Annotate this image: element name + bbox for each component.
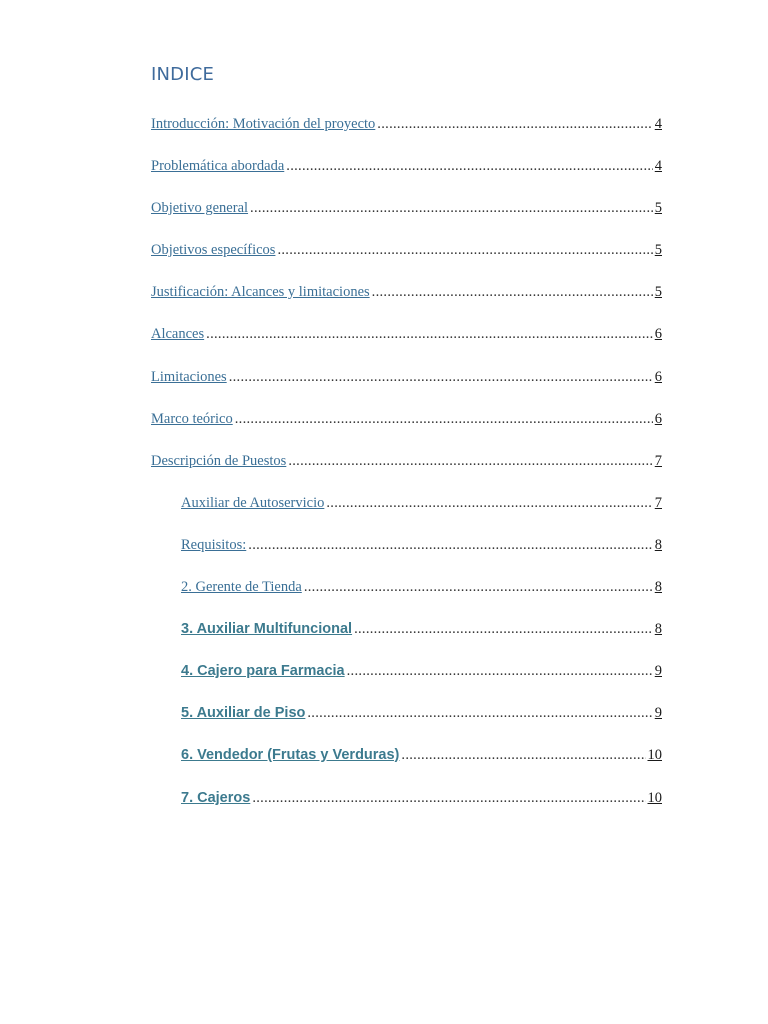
toc-entry-title: Descripción de Puestos — [151, 453, 287, 469]
toc-entry-title: 7. Cajeros — [181, 790, 251, 806]
toc-page-number: 6 — [654, 411, 662, 427]
toc-dot-leader — [250, 200, 653, 217]
toc-entry-title: Auxiliar de Autoservicio — [181, 495, 325, 511]
toc-entry-title: 5. Auxiliar de Piso — [181, 705, 306, 721]
toc-dot-leader — [252, 790, 645, 807]
toc-entry-title: Objetivo general — [151, 200, 249, 216]
toc-page-number: 4 — [654, 158, 662, 174]
toc-entry-auxiliar-piso[interactable] — [181, 705, 662, 722]
toc-page-number: 6 — [654, 326, 662, 342]
toc-page-number: 10 — [647, 790, 662, 806]
toc-entry-title: 4. Cajero para Farmacia — [181, 663, 345, 679]
toc-page-number: 6 — [654, 369, 662, 385]
toc-dot-leader — [307, 705, 652, 722]
toc-entry-title: 2. Gerente de Tienda — [181, 579, 302, 595]
toc-entry-introduccion[interactable] — [151, 116, 662, 133]
toc-page-number: 5 — [654, 284, 662, 300]
toc-entry-gerente-tienda[interactable] — [181, 579, 662, 596]
toc-entry-cajero-farmacia[interactable] — [181, 663, 662, 680]
toc-heading: INDICE — [151, 64, 215, 85]
toc-dot-leader — [401, 747, 645, 764]
toc-entry-title: Marco teórico — [151, 411, 233, 427]
toc-dot-leader — [326, 495, 652, 512]
toc-entry-alcances[interactable] — [151, 326, 662, 343]
toc-dot-leader — [206, 326, 653, 343]
toc-page-number: 8 — [654, 621, 662, 637]
toc-dot-leader — [288, 453, 652, 470]
toc-entry-auxiliar-autoservicio[interactable] — [181, 495, 662, 512]
toc-entry-title: Requisitos: — [181, 537, 247, 553]
toc-dot-leader — [372, 284, 653, 301]
toc-dot-leader — [354, 621, 653, 638]
toc-entry-objetivo-general[interactable] — [151, 200, 662, 217]
toc-entry-problematica[interactable] — [151, 158, 662, 175]
toc-entry-title: Justificación: Alcances y limitaciones — [151, 284, 370, 300]
toc-dot-leader — [286, 158, 652, 175]
toc-entry-marco-teorico[interactable] — [151, 411, 662, 428]
toc-page-number: 5 — [654, 242, 662, 258]
toc-page-number: 8 — [654, 579, 662, 595]
toc-entry-descripcion-puestos[interactable] — [151, 453, 662, 470]
toc-dot-leader — [347, 663, 653, 680]
toc-dot-leader — [277, 242, 652, 259]
toc-page-number: 7 — [654, 453, 662, 469]
toc-entry-title: Limitaciones — [151, 369, 227, 385]
toc-entry-limitaciones[interactable] — [151, 369, 662, 386]
toc-entry-title: 6. Vendedor (Frutas y Verduras) — [181, 747, 400, 763]
toc-page-number: 9 — [654, 663, 662, 679]
toc-entry-title: Objetivos específicos — [151, 242, 276, 258]
toc-page-number: 4 — [654, 116, 662, 132]
toc-entry-title: Introducción: Motivación del proyecto — [151, 116, 376, 132]
toc-entry-objetivos-especificos[interactable] — [151, 242, 662, 259]
toc-dot-leader — [304, 579, 653, 596]
toc-dot-leader — [377, 116, 652, 133]
toc-page-number: 10 — [647, 747, 662, 763]
toc-page-number: 7 — [654, 495, 662, 511]
toc-entry-title: Alcances — [151, 326, 205, 342]
toc-entry-title: 3. Auxiliar Multifuncional — [181, 621, 353, 637]
toc-entry-auxiliar-multifuncional[interactable] — [181, 621, 662, 638]
toc-dot-leader — [248, 537, 652, 554]
toc-dot-leader — [229, 369, 653, 386]
toc-page-number: 8 — [654, 537, 662, 553]
toc-entry-cajeros[interactable] — [181, 790, 662, 807]
toc-entry-title: Problemática abordada — [151, 158, 285, 174]
toc-entry-requisitos[interactable] — [181, 537, 662, 554]
toc-page-number: 5 — [654, 200, 662, 216]
toc-dot-leader — [235, 411, 653, 428]
toc-entry-justificacion[interactable] — [151, 284, 662, 301]
toc-entry-vendedor-frutas-verduras[interactable] — [181, 747, 662, 764]
toc-page-number: 9 — [654, 705, 662, 721]
